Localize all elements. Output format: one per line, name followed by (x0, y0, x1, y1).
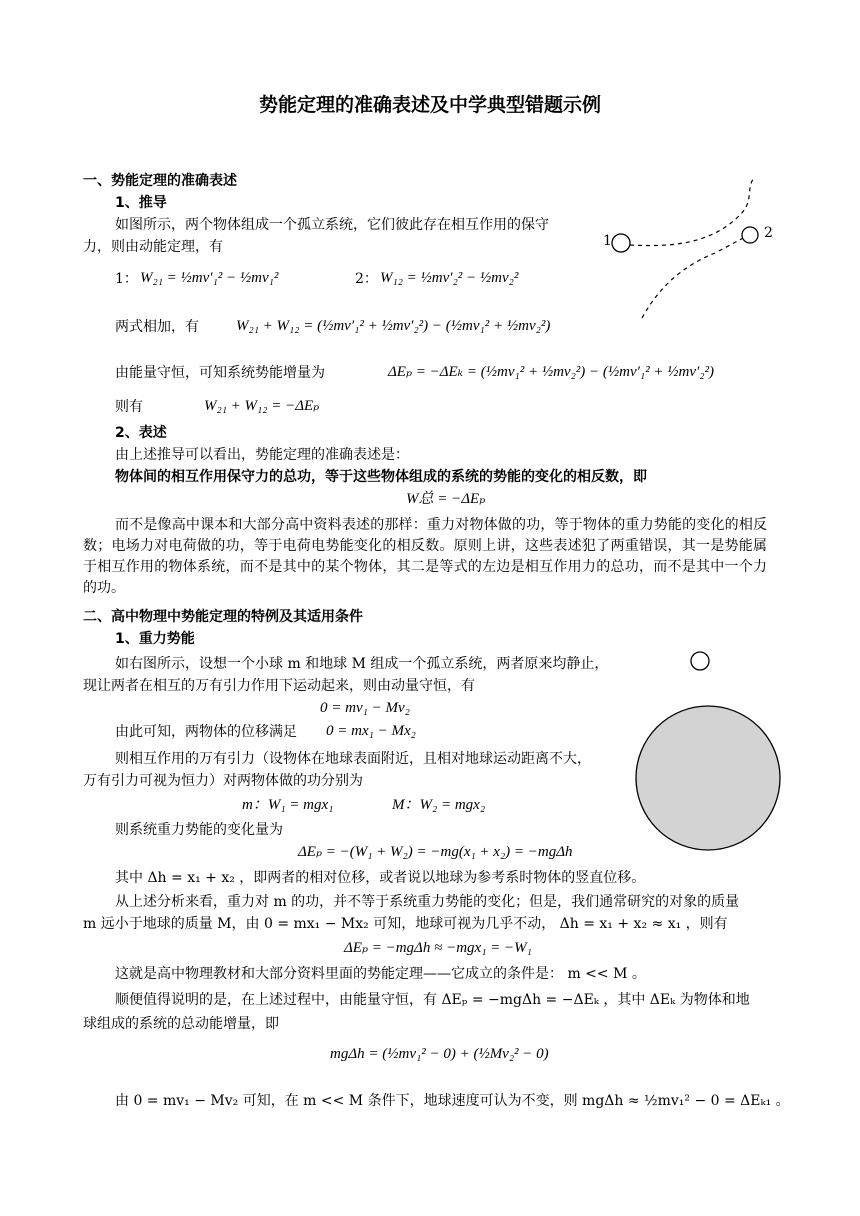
eq1-label: 1： (115, 271, 138, 287)
equation-1: W₂₁ = ½mv′₁² − ½mv₁² (140, 270, 279, 286)
s1-paragraph-1: 如图所示，两个物体组成一个孤立系统，它们彼此存在相互作用的保守 (115, 217, 549, 233)
two-body-figure (590, 175, 770, 345)
page-title: 势能定理的准确表述及中学典型错题示例 (258, 94, 601, 116)
s2-paragraph-8: 顺便值得说明的是，在上述过程中，由能量守恒，有 ΔEₚ = −mgΔh = −ΔEₖ ，其中 ΔEₖ 为物体和地 (115, 992, 750, 1008)
s2-equation-3b: M：W₂ = mgx₂ (392, 797, 486, 813)
section-1-heading: 一、势能定理的准确表述 (83, 173, 237, 189)
body-1-circle (612, 234, 630, 252)
s1-paragraph-4: 则有 (115, 399, 143, 415)
section-1-sub2: 2、表述 (115, 425, 167, 441)
s2-paragraph-8b: 球组成的系统的总动能增量，即 (83, 1016, 279, 1032)
ball-earth-figure (630, 645, 790, 860)
s2-paragraph-5: 其中 Δh = x₁ + x₂ ，即两者的相对位移，或者说以地球为参考系时物体的竖直位移。 (115, 870, 646, 886)
s2-paragraph-6: 从上述分析来看，重力对 m 的功，并不等于系统重力势能的变化；但是，我们通常研究的对象的质量 (115, 894, 740, 910)
s2-paragraph-9: 由 0 = mv₁ − Mv₂ 可知，在 m << M 条件下，地球速度可认为不变，则 mgΔh ≈ ½mv₁² − 0 = ΔEₖ₁ 。 (115, 1093, 790, 1109)
section-2-heading: 二、高中物理中势能定理的特例及其适用条件 (83, 609, 363, 625)
s2-equation-6: mgΔh = (½mv₁² − 0) + (½Mv₂² − 0) (330, 1046, 549, 1062)
s2-equation-1: 0 = mv₁ − Mv₂ (320, 700, 410, 716)
s2-paragraph-7: 这就是高中物理教材和大部分资料里面的势能定理——它成立的条件是： m << M 。 (115, 966, 646, 982)
s2-paragraph-1: 如右图所示，设想一个小球 m 和地球 M 组成一个孤立系统，两者原来均静止， (115, 656, 609, 672)
fig-label-1: 1 (603, 233, 612, 249)
s2-paragraph-3b: 万有引力可视为恒力）对两物体做的功分别为 (83, 773, 363, 789)
s2-equation-4: ΔEₚ = −(W₁ + W₂) = −mg(x₁ + x₂) = −mgΔh (298, 844, 573, 860)
s2-equation-5: ΔEₚ = −mgΔh ≈ −mgx₁ = −W₁ (344, 940, 532, 956)
s1-statement: 物体间的相互作用保守力的总功，等于这些物体组成的系统的势能的变化的相反数，即 (115, 469, 647, 485)
small-ball-circle (691, 652, 709, 670)
section-1-sub1: 1、推导 (115, 195, 167, 211)
s2-paragraph-1b: 现让两者在相互的万有引力作用下运动起来，则由动量守恒，有 (83, 678, 475, 694)
earth-circle (636, 706, 780, 850)
body-2-circle (742, 227, 758, 243)
equation-6: W总 = −ΔEₚ (406, 491, 486, 507)
s2-paragraph-3: 则相互作用的万有引力（设物体在地球表面附近，且相对地球运动距离不大， (115, 751, 591, 767)
fig-label-2: 2 (764, 225, 773, 241)
section-2-sub1: 1、重力势能 (115, 631, 195, 647)
equation-4: ΔEₚ = −ΔEₖ = (½mv₁² + ½mv₂²) − (½mv′₁² + ½mv′₂²) (388, 364, 714, 380)
equation-5: W₂₁ + W₁₂ = −ΔEₚ (204, 398, 320, 414)
s1-paragraph-1b: 力，则由动能定理，有 (83, 239, 223, 255)
equation-3: W₂₁ + W₁₂ = (½mv′₁² + ½mv′₂²) − (½mv₁² + ½mv₂²) (236, 318, 551, 334)
s1-paragraph-5: 由上述推导可以看出，势能定理的准确表述是： (115, 447, 409, 463)
s1-paragraph-2: 两式相加，有 (115, 319, 199, 335)
s2-equation-2: 0 = mx₁ − Mx₂ (326, 723, 416, 739)
s2-equation-3a: m：W₁ = mgx₁ (242, 797, 334, 813)
s2-paragraph-4: 则系统重力势能的变化量为 (115, 822, 283, 838)
s2-paragraph-2: 由此可知，两物体的位移满足 (115, 724, 297, 740)
s2-paragraph-6b: m 远小于地球的质量 M，由 0 = mx₁ − Mx₂ 可知，地球可视为几乎不动， Δh = x₁ + x₂ ≈ x₁ ，则有 (83, 916, 728, 932)
s1-paragraph-3: 由能量守恒，可知系统势能增量为 (115, 365, 325, 381)
equation-2: W₁₂ = ½mv′₂² − ½mv₂² (380, 270, 519, 286)
s1-paragraph-7: 而不是像高中课本和大部分高中资料表述的那样：重力对物体做的功，等于物体的重力势能的变化的相反数；电场力对电荷做的功，等于电荷电势能变化的相反数。原则上讲，这些表述犯了两重错误，其一是势能属于相互作用的物体系统，而不是其中的某个物体，其二是等式的左边是相互作用力的总功，而不是其中一个力的功。 (83, 517, 767, 596)
eq2-label: 2： (355, 271, 378, 287)
